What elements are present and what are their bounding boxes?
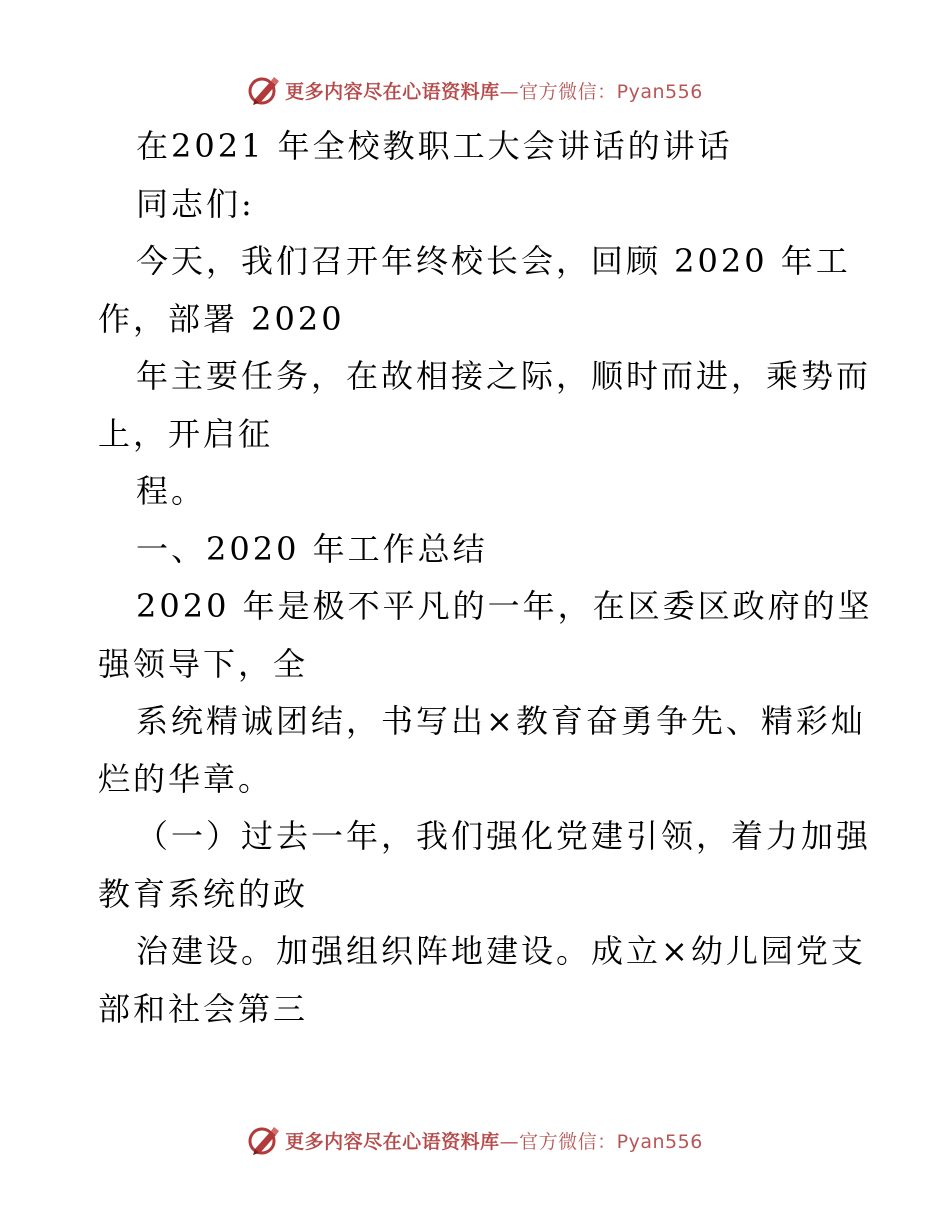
paragraph-line: 强领导下，全 [98, 644, 309, 683]
paragraph-line: 烂的华章。 [98, 759, 274, 798]
document-body [98, 118, 873, 1038]
paragraph-line: 作，部署 2020 [98, 299, 345, 338]
paragraph-line: 2020 年是极不平凡的一年，在区委区政府的坚 [136, 587, 873, 625]
paragraph-line: 上，开启征 [98, 414, 274, 453]
footer-banner-text [285, 1127, 703, 1154]
paragraph-line: 程。 [136, 472, 207, 510]
pen-circle-logo-icon [247, 73, 281, 107]
footer-banner-title: 更多内容尽在心语资料库 [285, 1130, 500, 1153]
header-banner-text [285, 77, 703, 104]
header-banner [0, 70, 950, 110]
paragraph-line: （一）过去一年，我们强化党建引领，着力加强 [136, 817, 872, 855]
paragraph-line: 治建设。加强组织阵地建设。成立×幼儿园党支 [136, 932, 866, 970]
paragraph-line: 年主要任务，在故相接之际，顺时而进，乘势而 [136, 357, 872, 395]
document-title: 在2021 年全校教职工大会讲话的讲话 [136, 127, 733, 165]
paragraph-line: 今天，我们召开年终校长会，回顾 2020 年工 [136, 242, 851, 280]
salutation: 同志们: [136, 184, 255, 223]
paragraph-line: 部和社会第三 [98, 989, 309, 1028]
footer-banner [0, 1120, 950, 1160]
footer-banner-contact: —官方微信：Pyan556 [499, 1130, 703, 1153]
header-banner-title: 更多内容尽在心语资料库 [285, 80, 500, 103]
pen-circle-logo-icon [247, 1123, 281, 1157]
paragraph-line: 系统精诚团结，书写出×教育奋勇争先、精彩灿 [136, 702, 866, 740]
paragraph-line: 教育系统的政 [98, 874, 309, 913]
header-banner-contact: —官方微信：Pyan556 [499, 80, 703, 103]
section-heading: 一、2020 年工作总结 [136, 529, 488, 568]
